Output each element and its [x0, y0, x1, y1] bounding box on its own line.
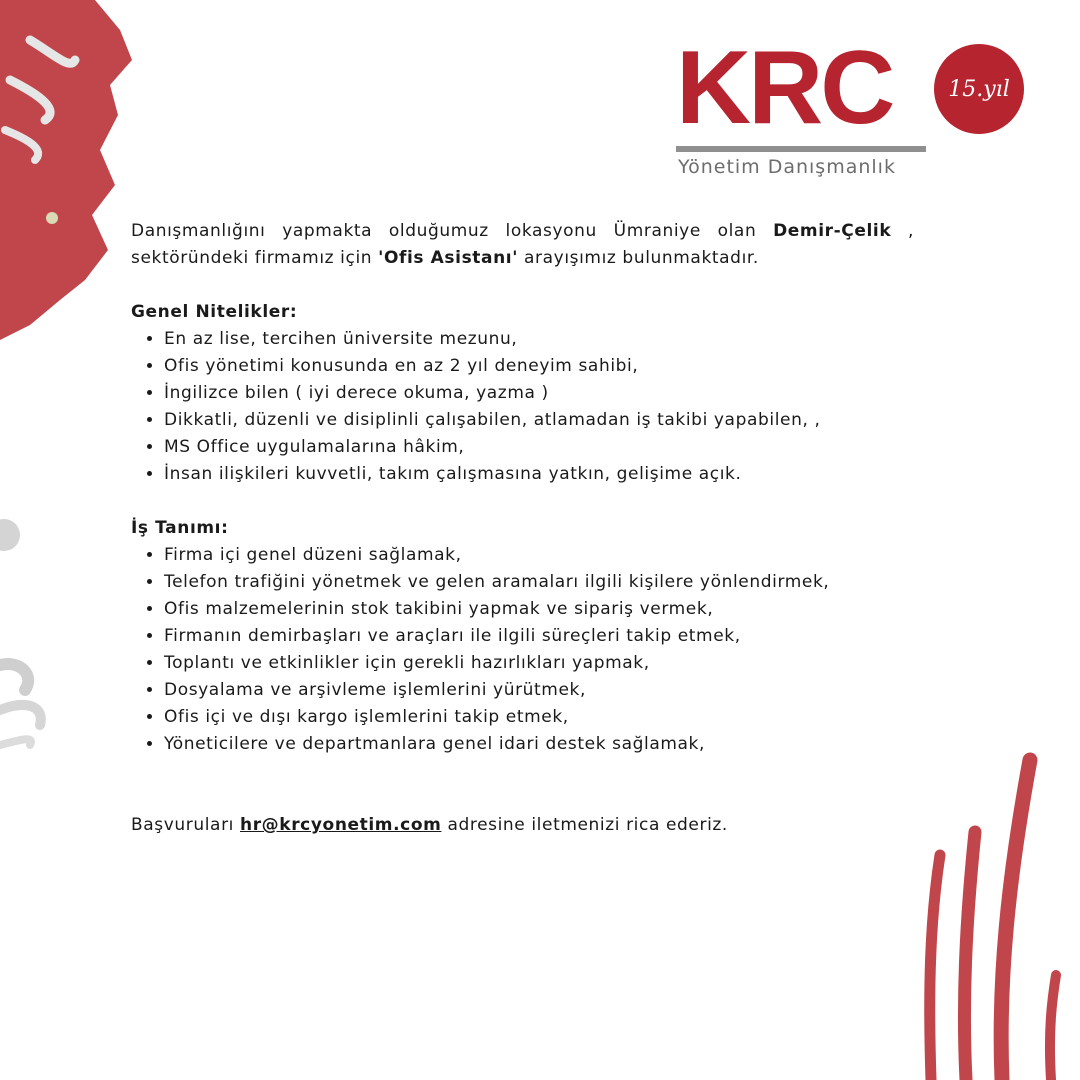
- list-item: • Ofis malzemelerinin stok takibini yapmak ve sipariş vermek,: [164, 596, 914, 623]
- list-item: • Firmanın demirbaşları ve araçları ile ilgili süreçleri takip etmek,: [164, 623, 914, 650]
- position-title: 'Ofis Asistanı': [378, 248, 519, 268]
- anniversary-badge: [934, 44, 1024, 134]
- sector-name: Demir-Çelik: [773, 221, 892, 241]
- apply-instructions: [131, 812, 914, 839]
- duties-section: [131, 515, 914, 758]
- list-item: • Yöneticilere ve departmanlara genel idari destek sağlamak,: [164, 731, 914, 758]
- email-link[interactable]: hr@krcyonetim.com: [240, 815, 442, 835]
- duties-list: [131, 542, 914, 758]
- list-item: • En az lise, tercihen üniversite mezunu,: [164, 326, 914, 353]
- qualifications-heading: Genel Nitelikler:: [131, 302, 298, 322]
- apply-suffix: adresine iletmenizi rica ederiz.: [441, 815, 728, 835]
- list-item: • MS Office uygulamalarına hâkim,: [164, 434, 914, 461]
- list-item: • Dosyalama ve arşivleme işlemlerini yürütmek,: [164, 677, 914, 704]
- list-item: • Ofis yönetimi konusunda en az 2 yıl deneyim sahibi,: [164, 353, 914, 380]
- intro-text-1: Danışmanlığını yapmakta olduğumuz lokasyonu Ümraniye olan: [131, 221, 774, 241]
- intro-paragraph: [131, 218, 914, 272]
- intro-text-3: arayışımız bulunmaktadır.: [518, 248, 759, 268]
- job-posting: [131, 218, 914, 856]
- list-item: • Ofis içi ve dışı kargo işlemlerini takip etmek,: [164, 704, 914, 731]
- list-item: • Toplantı ve etkinlikler için gerekli hazırlıkları yapmak,: [164, 650, 914, 677]
- apply-prefix: Başvuruları: [131, 815, 240, 835]
- qualifications-section: [131, 299, 914, 488]
- list-item: • Telefon trafiğini yönetmek ve gelen aramaları ilgili kişilere yönlendirmek,: [164, 569, 914, 596]
- list-item: • İnsan ilişkileri kuvvetli, takım çalışmasına yatkın, gelişime açık.: [164, 461, 914, 488]
- list-item: • Firma içi genel düzeni sağlamak,: [164, 542, 914, 569]
- list-item: • İngilizce bilen ( iyi derece okuma, yazma ): [164, 380, 914, 407]
- logo-subtitle: Yönetim Danışmanlık: [678, 156, 896, 178]
- logo-underline: [676, 146, 926, 152]
- anniversary-badge-text: 15.yıl: [948, 76, 1010, 102]
- logo-wordmark: KRC: [676, 30, 893, 146]
- qualifications-list: [131, 326, 914, 488]
- duties-heading: İş Tanımı:: [131, 518, 229, 538]
- company-logo: [672, 30, 1032, 186]
- list-item: • Dikkatli, düzenli ve disiplinli çalışabilen, atlamadan iş takibi yapabilen, ,: [164, 407, 914, 434]
- intro-text-2: , sektöründeki firmamız için: [131, 221, 914, 268]
